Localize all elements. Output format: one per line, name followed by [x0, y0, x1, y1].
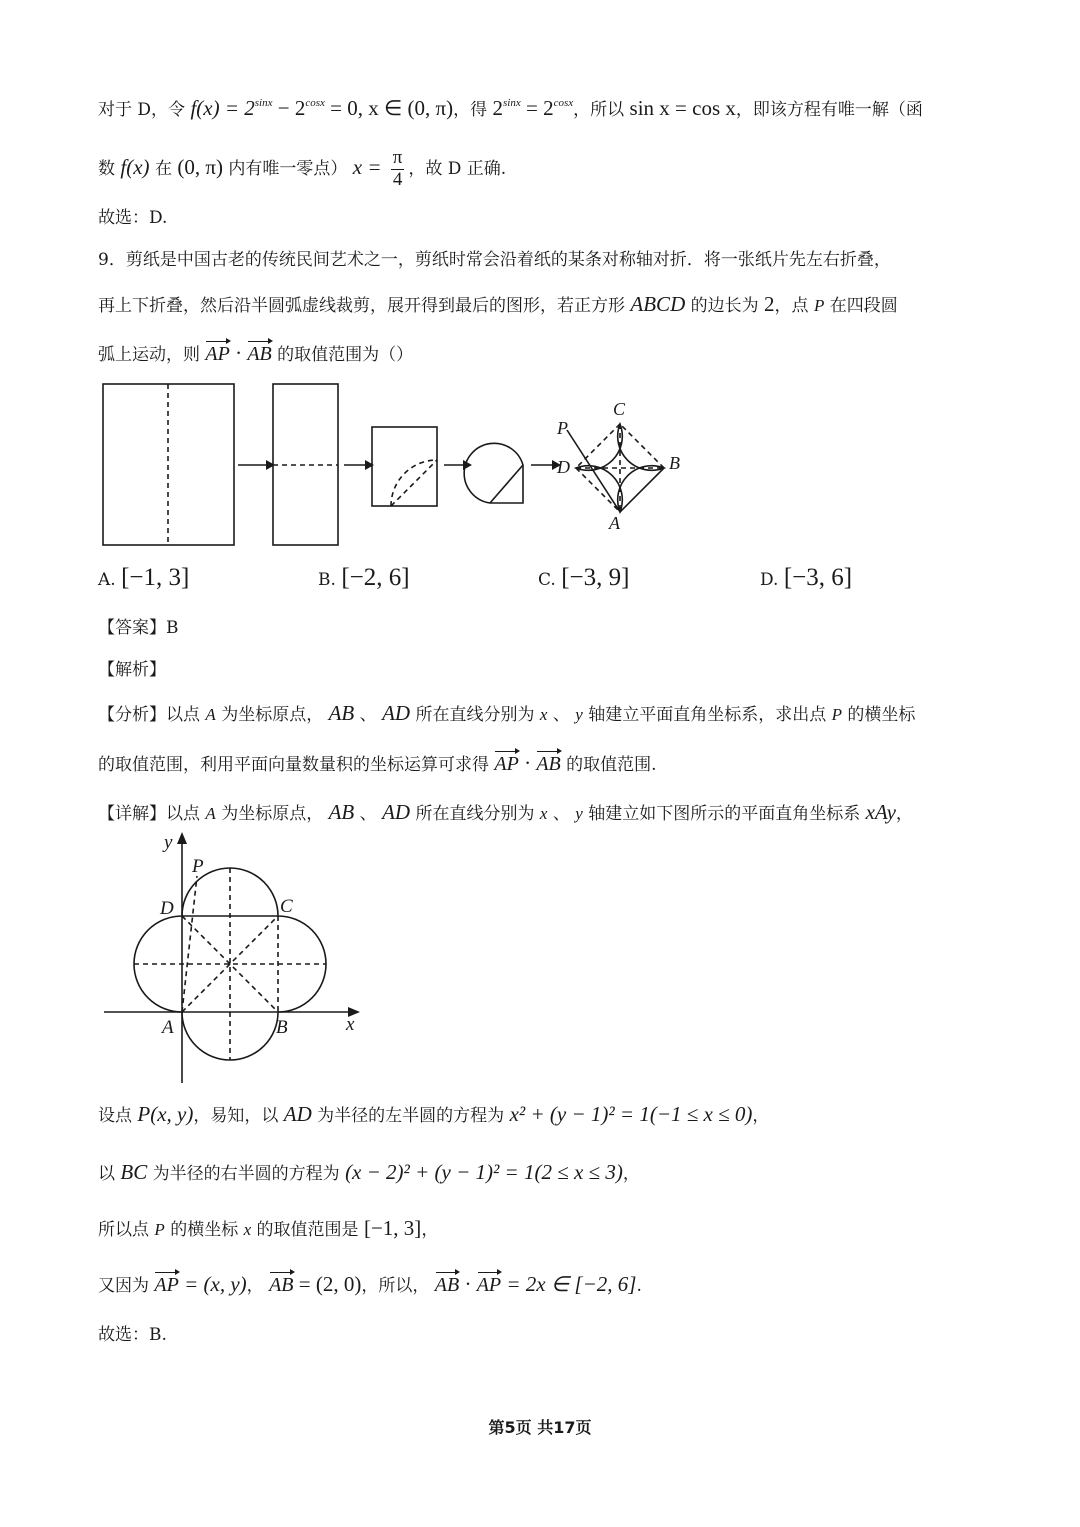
text: 、 [547, 705, 576, 725]
option-letter: D. [760, 570, 779, 590]
analysis-line-1 [98, 703, 915, 724]
solution-line-4 [98, 1274, 642, 1295]
text: 所在直线分别为 [410, 705, 540, 725]
math-exp: sinx [254, 97, 273, 109]
text: ， [421, 1220, 439, 1240]
math: AB [328, 800, 355, 824]
label-a: A [609, 513, 620, 533]
text: 的横坐标 [164, 1220, 244, 1240]
text: 、 [547, 804, 576, 824]
math: P(x, y) [137, 1102, 194, 1126]
math: − 2 [272, 96, 306, 120]
text: ，所以 [573, 100, 630, 120]
text: 、 [354, 705, 383, 725]
option-c [538, 564, 629, 592]
text: 为坐标原点， [215, 804, 329, 824]
math: = (x, y) [178, 1272, 247, 1296]
label-p: P [557, 418, 568, 438]
label-b: B [276, 1017, 288, 1038]
text: 的取值范围是 [251, 1220, 364, 1240]
cut-piece [464, 443, 523, 503]
math: P [813, 296, 825, 315]
text: ，得 [453, 100, 493, 120]
text: 在 [149, 158, 178, 179]
text: 轴建立如下图所示的平面直角坐标系 [582, 804, 866, 824]
math: x [539, 705, 548, 724]
math: x [539, 804, 548, 823]
text: 在四段圆 [824, 296, 898, 316]
vector-ab: AB [247, 343, 272, 365]
label-p: P [192, 856, 204, 877]
text: 以 [98, 1164, 121, 1184]
solution-line-1 [98, 1104, 769, 1125]
label-c: C [613, 399, 626, 419]
math-fx: f(x) [120, 154, 150, 179]
y-arrowhead [177, 832, 187, 844]
text: ，所以， [361, 1276, 435, 1296]
text: 的取值范围为（） [271, 345, 414, 365]
math: · [518, 751, 537, 775]
math: AB [328, 701, 355, 725]
text: 数 [98, 158, 121, 179]
text: 又因为 [98, 1276, 155, 1296]
text: 所在直线分别为 [410, 804, 540, 824]
coordinate-diagram [100, 828, 370, 1088]
math: A [205, 705, 216, 724]
math-exp: cosx [553, 97, 574, 109]
option-letter: C. [538, 570, 556, 590]
intro-line-2 [98, 148, 506, 191]
text: ，故 D 正确. [408, 158, 507, 179]
square-side [620, 468, 664, 512]
text: ，点 [774, 296, 814, 316]
math: 2 [492, 96, 504, 120]
math: sin x = cos x [629, 96, 736, 120]
square-side [576, 468, 620, 512]
math: · [459, 1272, 477, 1296]
math: y [575, 804, 583, 823]
vector-ab: AB [536, 753, 561, 775]
math-fx: f(x) = 2 [190, 96, 255, 120]
math: x [243, 1220, 252, 1239]
paper-quarter [372, 427, 437, 506]
math-range: [−1, 3] [363, 1216, 422, 1240]
text: 为坐标原点， [215, 705, 329, 725]
vector-ap: AP [154, 1274, 179, 1296]
text: 的边长为 [685, 296, 765, 316]
math: x = [352, 154, 387, 179]
label-d: D [557, 457, 570, 477]
text: 为半径的左半圆的方程为 [311, 1106, 510, 1126]
label-b: B [669, 453, 680, 473]
intro-choice: 故选：D. [98, 208, 168, 228]
intro-line-1 [98, 98, 923, 119]
segment-ap [182, 876, 197, 1012]
page-footer: 第5页 共17页 [488, 1418, 592, 1437]
question-line-1: 9．剪纸是中国古老的传统民间艺术之一，剪纸时常会沿着纸的某条对称轴对折．将一张纸片先左右折叠， [98, 250, 891, 270]
arrowhead-3 [463, 460, 472, 470]
math: = 0, x ∈ (0, π) [324, 96, 454, 120]
text: 弧上运动，则 [98, 345, 206, 365]
text: 所以点 [98, 1220, 155, 1240]
label-c: C [280, 896, 293, 917]
math: P [154, 1220, 165, 1239]
text: 、 [354, 804, 383, 824]
text: ，易知，以 [193, 1106, 284, 1126]
text: ， [246, 1276, 270, 1296]
square-side [576, 424, 620, 468]
option-letter: A. [98, 570, 116, 590]
math: y [575, 705, 583, 724]
answer-line: 【答案】B [98, 618, 179, 638]
math: xAy [865, 800, 896, 824]
text: ，即该方程有唯一解（函 [735, 100, 923, 120]
label-a: A [162, 1017, 174, 1038]
square-side [620, 424, 664, 468]
folding-diagram [95, 375, 705, 555]
text: 【详解】以点 [98, 804, 206, 824]
text: 【分析】以点 [98, 705, 206, 725]
vector-ap: AP [205, 343, 230, 365]
label-x: x [346, 1014, 355, 1035]
solution-line-3 [98, 1218, 438, 1239]
option-a [98, 564, 189, 592]
analysis-heading: 【解析】 [98, 660, 166, 680]
option-value: [−3, 9] [561, 564, 630, 591]
solution-choice: 故选：B. [98, 1325, 167, 1345]
math-exp: sinx [503, 97, 521, 109]
math-interval: (0, π) [177, 154, 223, 179]
question-line-3 [98, 343, 413, 364]
text: . [636, 1276, 642, 1296]
solution-line-2 [98, 1162, 640, 1183]
option-d [760, 564, 852, 592]
vector-ab: AB [269, 1274, 294, 1296]
math: = 2x ∈ [−2, 6] [501, 1272, 637, 1296]
option-letter: B. [318, 570, 336, 590]
text: ， [622, 1164, 640, 1184]
text: 再上下折叠，然后沿半圆弧虚线裁剪，展开得到最后的图形，若正方形 [98, 296, 631, 316]
math: AD [382, 800, 411, 824]
text: 的取值范围，利用平面向量数量积的坐标运算可求得 [98, 755, 495, 775]
option-value: [−2, 6] [341, 564, 410, 591]
math: · [229, 341, 248, 365]
text: 对于 D，令 [98, 100, 191, 120]
math: ABCD [630, 292, 686, 316]
analysis-line-2 [98, 753, 657, 774]
math: = (2, 0) [293, 1272, 362, 1296]
math: A [205, 804, 216, 823]
fraction-den: 4 [392, 168, 403, 190]
math-equation: (x − 2)² + (y − 1)² = 1(2 ≤ x ≤ 3) [345, 1160, 623, 1184]
detail-line [98, 802, 913, 823]
label-d: D [160, 898, 174, 919]
fraction-num: π [392, 147, 403, 168]
math-exp: cosx [305, 97, 325, 109]
vector-ap: AP [476, 1274, 502, 1296]
text: ， [895, 804, 913, 824]
cut-piece-chord [490, 465, 523, 503]
text: ， [752, 1106, 770, 1126]
option-value: [−1, 3] [121, 564, 190, 591]
math-equation: x² + (y − 1)² = 1(−1 ≤ x ≤ 0) [509, 1102, 753, 1126]
vector-ap: AP [494, 753, 519, 775]
math: AD [283, 1102, 312, 1126]
math: 2 [764, 292, 775, 316]
label-y: y [164, 832, 173, 853]
question-line-2 [98, 294, 898, 315]
segment-ap [567, 430, 620, 512]
text: 的取值范围. [560, 755, 657, 775]
fraction [391, 148, 405, 191]
math: BC [120, 1160, 148, 1184]
math: P [831, 705, 842, 724]
option-b [318, 564, 410, 592]
text: 为半径的右半圆的方程为 [147, 1164, 346, 1184]
text: 的横坐标 [842, 705, 916, 725]
vector-ab: AB [434, 1274, 460, 1296]
text: 轴建立平面直角坐标系，求出点 [582, 705, 832, 725]
text: 内有唯一零点） [222, 158, 353, 179]
math: = 2 [520, 96, 554, 120]
math: AD [382, 701, 411, 725]
option-value: [−3, 6] [783, 564, 853, 591]
text: 设点 [98, 1106, 138, 1126]
